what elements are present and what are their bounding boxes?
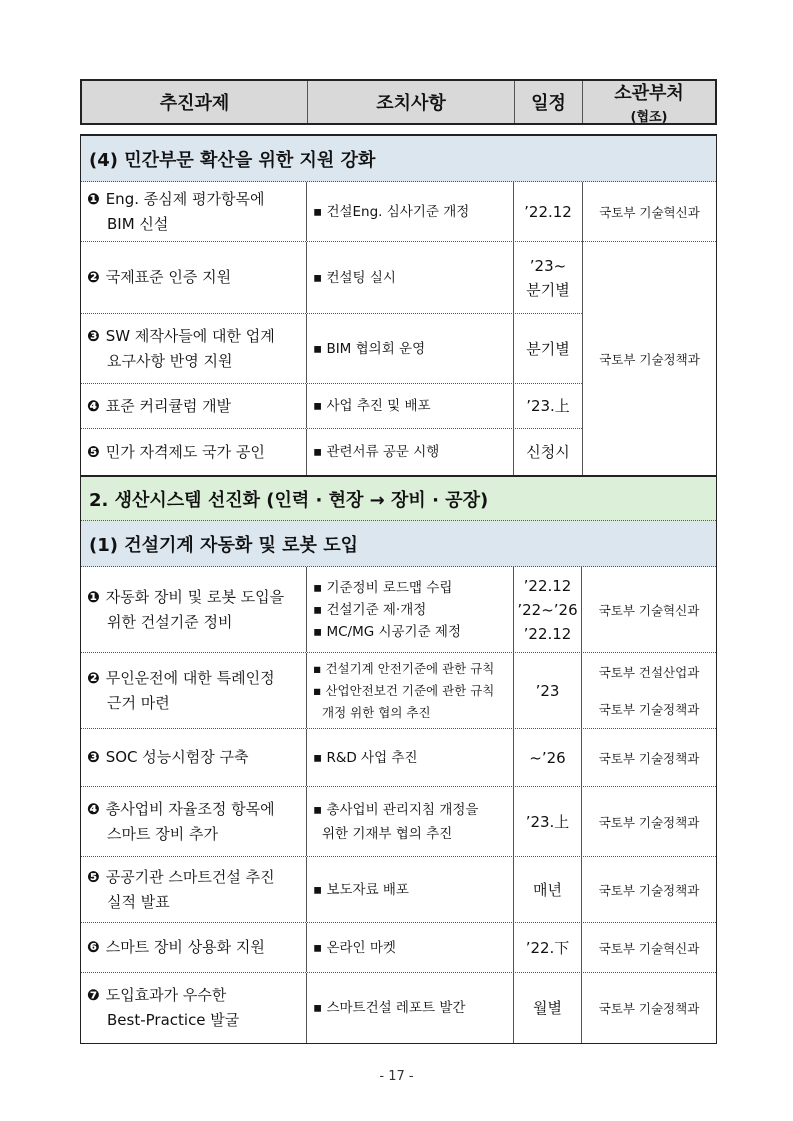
action-text: ▪ 건설기계 안전기준에 관한 규칙 bbox=[313, 660, 495, 676]
schedule-text: ~’26 bbox=[529, 748, 566, 767]
task-text: 자동화 장비 및 로봇 도입을 bbox=[105, 587, 285, 606]
task-text: Eng. 종심제 평가항목에 bbox=[105, 189, 265, 208]
number-bullet: ❶ bbox=[87, 587, 100, 606]
action-text: ▪ 관련서류 공문 시행 bbox=[313, 444, 440, 460]
schedule-cell bbox=[514, 242, 582, 313]
schedule-text: ’22~’26 bbox=[517, 600, 578, 619]
section-heading bbox=[81, 136, 716, 182]
schedule-text: ’23~ bbox=[529, 256, 567, 275]
schedule-text: ’22.12 bbox=[524, 202, 572, 221]
schedule-cell bbox=[514, 923, 582, 972]
action-text: 개정 위한 협의 추진 bbox=[322, 704, 431, 720]
task-text: 국제표준 인증 지원 bbox=[105, 268, 232, 286]
table-header bbox=[80, 79, 717, 125]
header-task-label: 추진과제 bbox=[159, 93, 230, 114]
action-text: ▪ 총사업비 관리지침 개정을 bbox=[313, 801, 479, 818]
task-cell bbox=[81, 787, 307, 856]
schedule-cell bbox=[514, 787, 582, 856]
dept-text: 국토부 건설산업과 bbox=[598, 664, 700, 680]
dept-cell-merged bbox=[583, 242, 716, 475]
action-cell bbox=[307, 242, 514, 313]
task-cell bbox=[81, 923, 307, 972]
dept-cell bbox=[583, 182, 716, 242]
number-bullet: ❸ bbox=[87, 748, 100, 766]
dept-text: 국토부 기술혁신과 bbox=[599, 204, 700, 220]
dept-cell bbox=[582, 653, 716, 728]
action-cell bbox=[307, 729, 514, 786]
section-title: (4) 민간부문 확산을 위한 지원 강화 bbox=[89, 149, 376, 171]
dept-cell bbox=[582, 729, 716, 786]
table-row bbox=[81, 787, 716, 857]
table-row bbox=[81, 314, 582, 384]
action-cell bbox=[307, 653, 514, 728]
section-title: (1) 건설기계 자동화 및 로봇 도입 bbox=[89, 534, 358, 556]
number-bullet: ❺ bbox=[87, 442, 100, 461]
schedule-cell bbox=[514, 729, 582, 786]
task-text: 요구사항 반영 지원 bbox=[107, 351, 233, 370]
header-schedule-label: 일정 bbox=[531, 93, 566, 114]
table-row bbox=[81, 567, 716, 653]
schedule-text: ’23.上 bbox=[525, 812, 570, 831]
schedule-text: 분기별 bbox=[526, 339, 570, 358]
number-bullet: ❹ bbox=[87, 799, 100, 818]
task-table bbox=[80, 134, 717, 1044]
action-cell bbox=[307, 567, 514, 652]
action-text: ▪ R&D 사업 추진 bbox=[313, 749, 418, 766]
action-cell bbox=[307, 182, 514, 241]
number-bullet: ❹ bbox=[87, 396, 100, 415]
task-text: 공공기관 스마트건설 추진 bbox=[105, 867, 275, 886]
task-text: 무인운전에 대한 특례인정 bbox=[105, 668, 275, 687]
number-bullet: ❼ bbox=[87, 986, 100, 1004]
task-text: 실적 발표 bbox=[107, 892, 170, 911]
task-cell bbox=[81, 182, 307, 241]
schedule-cell bbox=[514, 653, 582, 728]
schedule-text: ’22.12 bbox=[523, 624, 572, 643]
task-cell bbox=[81, 384, 307, 428]
table-row bbox=[81, 923, 716, 973]
dept-cell bbox=[582, 787, 716, 856]
schedule-text: 매년 bbox=[533, 880, 562, 899]
dept-text: 국토부 기술정책과 bbox=[599, 351, 700, 367]
action-text: ▪ BIM 협의회 운영 bbox=[313, 340, 426, 357]
task-text: Best-Practice 발굴 bbox=[107, 1011, 240, 1029]
table-row bbox=[81, 729, 716, 787]
header-action-label: 조치사항 bbox=[376, 93, 446, 114]
action-text: ▪ 컨설팅 실시 bbox=[313, 269, 396, 286]
table-row bbox=[81, 857, 716, 923]
table-row bbox=[81, 653, 716, 729]
section-heading bbox=[81, 521, 716, 567]
action-cell bbox=[307, 923, 514, 972]
number-bullet: ❷ bbox=[87, 268, 100, 286]
schedule-text: ’22.12 bbox=[523, 576, 572, 595]
dept-cell bbox=[582, 923, 716, 972]
schedule-cell bbox=[514, 429, 582, 475]
schedule-text: ’23 bbox=[535, 681, 560, 700]
task-cell bbox=[81, 567, 307, 652]
schedule-cell bbox=[514, 857, 582, 922]
task-cell bbox=[81, 857, 307, 922]
dept-text: 국토부 기술정책과 bbox=[598, 882, 700, 898]
task-text: 위한 건설기준 정비 bbox=[107, 612, 233, 631]
dept-text: 국토부 기술정책과 bbox=[598, 814, 700, 830]
action-text: ▪ 사업 추진 및 배포 bbox=[313, 398, 431, 414]
schedule-text: 월별 bbox=[533, 999, 562, 1017]
task-cell bbox=[81, 429, 307, 475]
task-text: 도입효과가 우수한 bbox=[105, 986, 227, 1004]
action-cell bbox=[307, 857, 514, 922]
task-cell bbox=[81, 729, 307, 786]
task-text: 민가 자격제도 국가 공인 bbox=[105, 442, 265, 461]
header-action bbox=[308, 81, 515, 123]
task-text: SOC 성능시험장 구축 bbox=[105, 748, 249, 766]
task-text: 스마트 장비 추가 bbox=[107, 824, 218, 843]
number-bullet: ❸ bbox=[87, 326, 100, 345]
action-text: ▪ 보도자료 배포 bbox=[313, 881, 409, 898]
schedule-text: ’22.下 bbox=[525, 938, 570, 957]
dept-text: 국토부 기술혁신과 bbox=[598, 602, 700, 618]
number-bullet: ❷ bbox=[87, 668, 100, 687]
schedule-cell bbox=[514, 182, 582, 241]
schedule-text: 분기별 bbox=[526, 280, 570, 299]
task-text: 총사업비 자율조정 항목에 bbox=[105, 799, 275, 818]
header-schedule bbox=[515, 81, 583, 123]
dept-text: 국토부 기술정책과 bbox=[598, 750, 700, 766]
task-text: BIM 신설 bbox=[107, 214, 169, 233]
action-cell bbox=[307, 314, 514, 383]
table-row bbox=[81, 384, 582, 429]
table-row bbox=[81, 182, 582, 242]
task-text: 표준 커리큘럼 개발 bbox=[105, 396, 232, 415]
schedule-cell bbox=[514, 973, 582, 1043]
dept-text: 국토부 기술정책과 bbox=[598, 1001, 700, 1016]
action-cell bbox=[307, 787, 514, 856]
action-text: ▪ 기준정비 로드맵 수립 bbox=[313, 579, 453, 596]
table-row bbox=[81, 973, 716, 1043]
section-4-left bbox=[81, 182, 582, 475]
schedule-cell bbox=[514, 314, 582, 383]
section-4-rows bbox=[81, 182, 716, 475]
task-text: 근거 마련 bbox=[107, 693, 170, 712]
section-4-dept-column bbox=[582, 182, 716, 475]
action-text: ▪ 산업안전보건 기준에 관한 규칙 bbox=[313, 682, 495, 698]
table-row bbox=[81, 429, 582, 475]
action-cell bbox=[307, 384, 514, 428]
number-bullet: ❺ bbox=[87, 867, 100, 886]
action-cell bbox=[307, 973, 514, 1043]
action-text: ▪ MC/MG 시공기준 제정 bbox=[313, 623, 462, 640]
section-heading bbox=[81, 475, 716, 521]
action-text: ▪ 온라인 마켓 bbox=[313, 939, 396, 956]
task-text: SW 제작사들에 대한 업계 bbox=[105, 326, 275, 345]
dept-cell bbox=[582, 973, 716, 1043]
header-task bbox=[82, 81, 308, 123]
task-cell bbox=[81, 973, 307, 1043]
action-text: ▪ 건설기준 제·개정 bbox=[313, 601, 427, 618]
page-number: - 17 - bbox=[379, 1069, 414, 1084]
table-row bbox=[81, 242, 582, 314]
task-cell bbox=[81, 653, 307, 728]
schedule-cell bbox=[514, 567, 582, 652]
schedule-text: 신청시 bbox=[526, 443, 570, 461]
number-bullet: ❻ bbox=[87, 938, 100, 956]
header-dept-sub: (협조) bbox=[630, 110, 668, 125]
dept-cell bbox=[582, 857, 716, 922]
number-bullet: ❶ bbox=[87, 189, 100, 208]
action-cell bbox=[307, 429, 514, 475]
action-text: ▪ 스마트건설 레포트 발간 bbox=[313, 1000, 466, 1016]
action-text: ▪ 건설Eng. 심사기준 개정 bbox=[313, 203, 470, 220]
task-cell bbox=[81, 314, 307, 383]
schedule-cell bbox=[514, 384, 582, 428]
header-dept bbox=[583, 81, 715, 123]
dept-text: 국토부 기술혁신과 bbox=[598, 940, 700, 956]
header-dept-label: 소관부처 bbox=[614, 83, 684, 104]
schedule-text: ’23.上 bbox=[526, 397, 570, 415]
section-title: 2. 생산시스템 선진화 (인력 · 현장 → 장비 · 공장) bbox=[89, 489, 489, 511]
action-text: 위한 기재부 협의 추진 bbox=[322, 825, 453, 842]
dept-cell bbox=[582, 567, 716, 652]
dept-text: 국토부 기술정책과 bbox=[598, 702, 700, 718]
task-text: 스마트 장비 상용화 지원 bbox=[105, 938, 265, 956]
task-cell bbox=[81, 242, 307, 313]
